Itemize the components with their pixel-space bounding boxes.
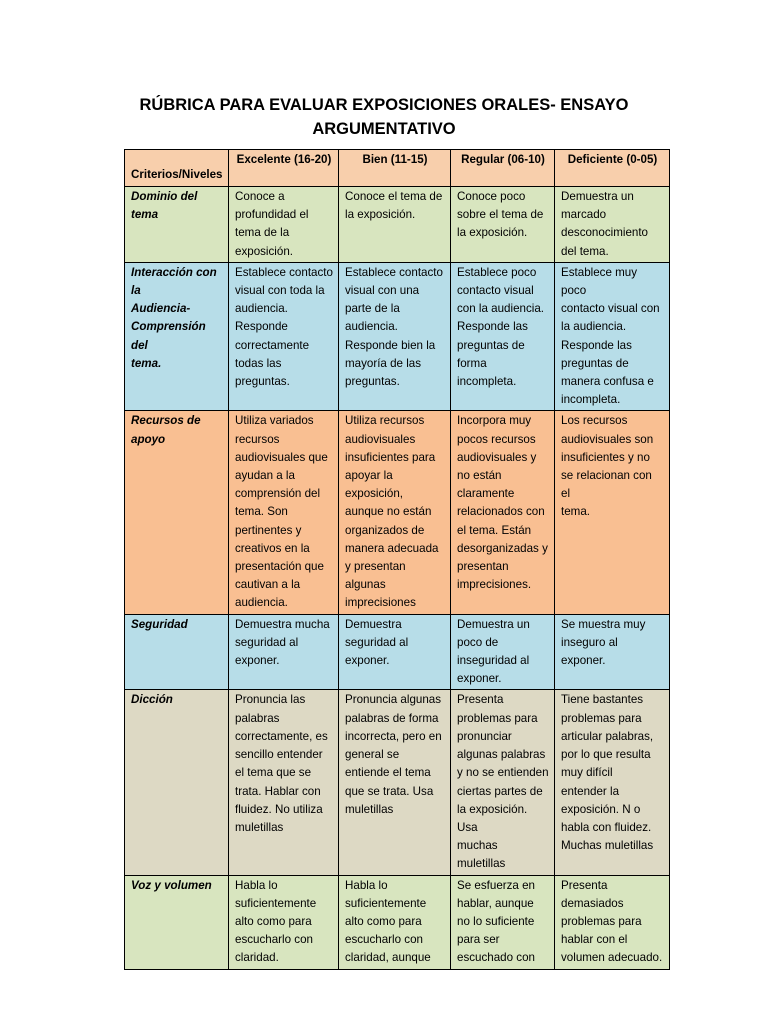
corner-header: Criterios/Niveles bbox=[125, 150, 229, 187]
table-cell: Incorpora muy pocos recursos audiovisuales y no están claramente relacionados con el tema. Están desorganizadas y presentan imprecisiones. bbox=[451, 411, 555, 614]
table-row bbox=[125, 875, 670, 969]
table-cell: Demuestra un poco de inseguridad al exponer. bbox=[451, 614, 555, 690]
table-cell: Conoce poco sobre el tema de la exposición. bbox=[451, 187, 555, 263]
table-cell: Habla lo suficientemente alto como para escucharlo con claridad. bbox=[229, 875, 339, 969]
table-cell: Establece poco contacto visual con la audiencia. Responde las preguntas de forma incompleta. bbox=[451, 262, 555, 411]
table-cell: Conoce a profundidad el tema de la exposición. bbox=[229, 187, 339, 263]
table-cell: Establece muy poco contacto visual con la audiencia. Responde las preguntas de manera confusa e incompleta. bbox=[555, 262, 670, 411]
table-cell: Presenta problemas para pronunciar algunas palabras y no se entienden ciertas partes de la exposición. Usa muchas muletillas bbox=[451, 690, 555, 875]
table-row bbox=[125, 614, 670, 690]
table-cell: Pronuncia algunas palabras de forma incorrecta, pero en general se entiende el tema que se trata. Usa muletillas bbox=[339, 690, 451, 875]
level-header-regular: Regular (06-10) bbox=[451, 150, 555, 187]
table-cell: Utiliza variados recursos audiovisuales que ayudan a la comprensión del tema. Son pertinentes y creativos en la presentación que cautivan a la audiencia. bbox=[229, 411, 339, 614]
table-cell: Establece contacto visual con toda la audiencia. Responde correctamente todas las preguntas. bbox=[229, 262, 339, 411]
title-line-2: ARGUMENTATIVO bbox=[312, 120, 456, 138]
table-cell: Demuestra un marcado desconocimiento del tema. bbox=[555, 187, 670, 263]
criterion-cell: Seguridad bbox=[125, 614, 229, 690]
criterion-cell: Voz y volumen bbox=[125, 875, 229, 969]
header-row bbox=[125, 150, 670, 187]
table-row bbox=[125, 262, 670, 411]
table-cell: Establece contacto visual con una parte de la audiencia. Responde bien la mayoría de las preguntas. bbox=[339, 262, 451, 411]
document-title bbox=[0, 93, 768, 141]
table-cell: Presenta demasiados problemas para hablar con el volumen adecuado. bbox=[555, 875, 670, 969]
table-cell: Se muestra muy inseguro al exponer. bbox=[555, 614, 670, 690]
table-cell: Conoce el tema de la exposición. bbox=[339, 187, 451, 263]
criterion-cell: Dicción bbox=[125, 690, 229, 875]
criterion-cell: Dominio del tema bbox=[125, 187, 229, 263]
level-header-deficiente: Deficiente (0-05) bbox=[555, 150, 670, 187]
table-cell: Se esfuerza en hablar, aunque no lo suficiente para ser escuchado con bbox=[451, 875, 555, 969]
table-cell: Demuestra seguridad al exponer. bbox=[339, 614, 451, 690]
table-cell: Utiliza recursos audiovisuales insuficientes para apoyar la exposición, aunque no están organizados de manera adecuada y presentan algunas imprecisiones bbox=[339, 411, 451, 614]
criterion-cell: Recursos de apoyo bbox=[125, 411, 229, 614]
table-row bbox=[125, 411, 670, 614]
table-row bbox=[125, 690, 670, 875]
table-cell: Los recursos audiovisuales son insuficientes y no se relacionan con el tema. bbox=[555, 411, 670, 614]
table-cell: Habla lo suficientemente alto como para escucharlo con claridad, aunque bbox=[339, 875, 451, 969]
title-line-1: RÚBRICA PARA EVALUAR EXPOSICIONES ORALES- ENSAYO bbox=[139, 96, 629, 114]
table-cell: Tiene bastantes problemas para articular palabras, por lo que resulta muy difícil entender la exposición. N o habla con fluidez. Muchas muletillas bbox=[555, 690, 670, 875]
criterion-cell: Interacción con la Audiencia- Comprensión del tema. bbox=[125, 262, 229, 411]
table-cell: Demuestra mucha seguridad al exponer. bbox=[229, 614, 339, 690]
table-row bbox=[125, 187, 670, 263]
level-header-excelente: Excelente (16-20) bbox=[229, 150, 339, 187]
level-header-bien: Bien (11-15) bbox=[339, 150, 451, 187]
table-cell: Pronuncia las palabras correctamente, es sencillo entender el tema que se trata. Hablar con fluidez. No utiliza muletillas bbox=[229, 690, 339, 875]
rubric-table bbox=[124, 149, 670, 970]
